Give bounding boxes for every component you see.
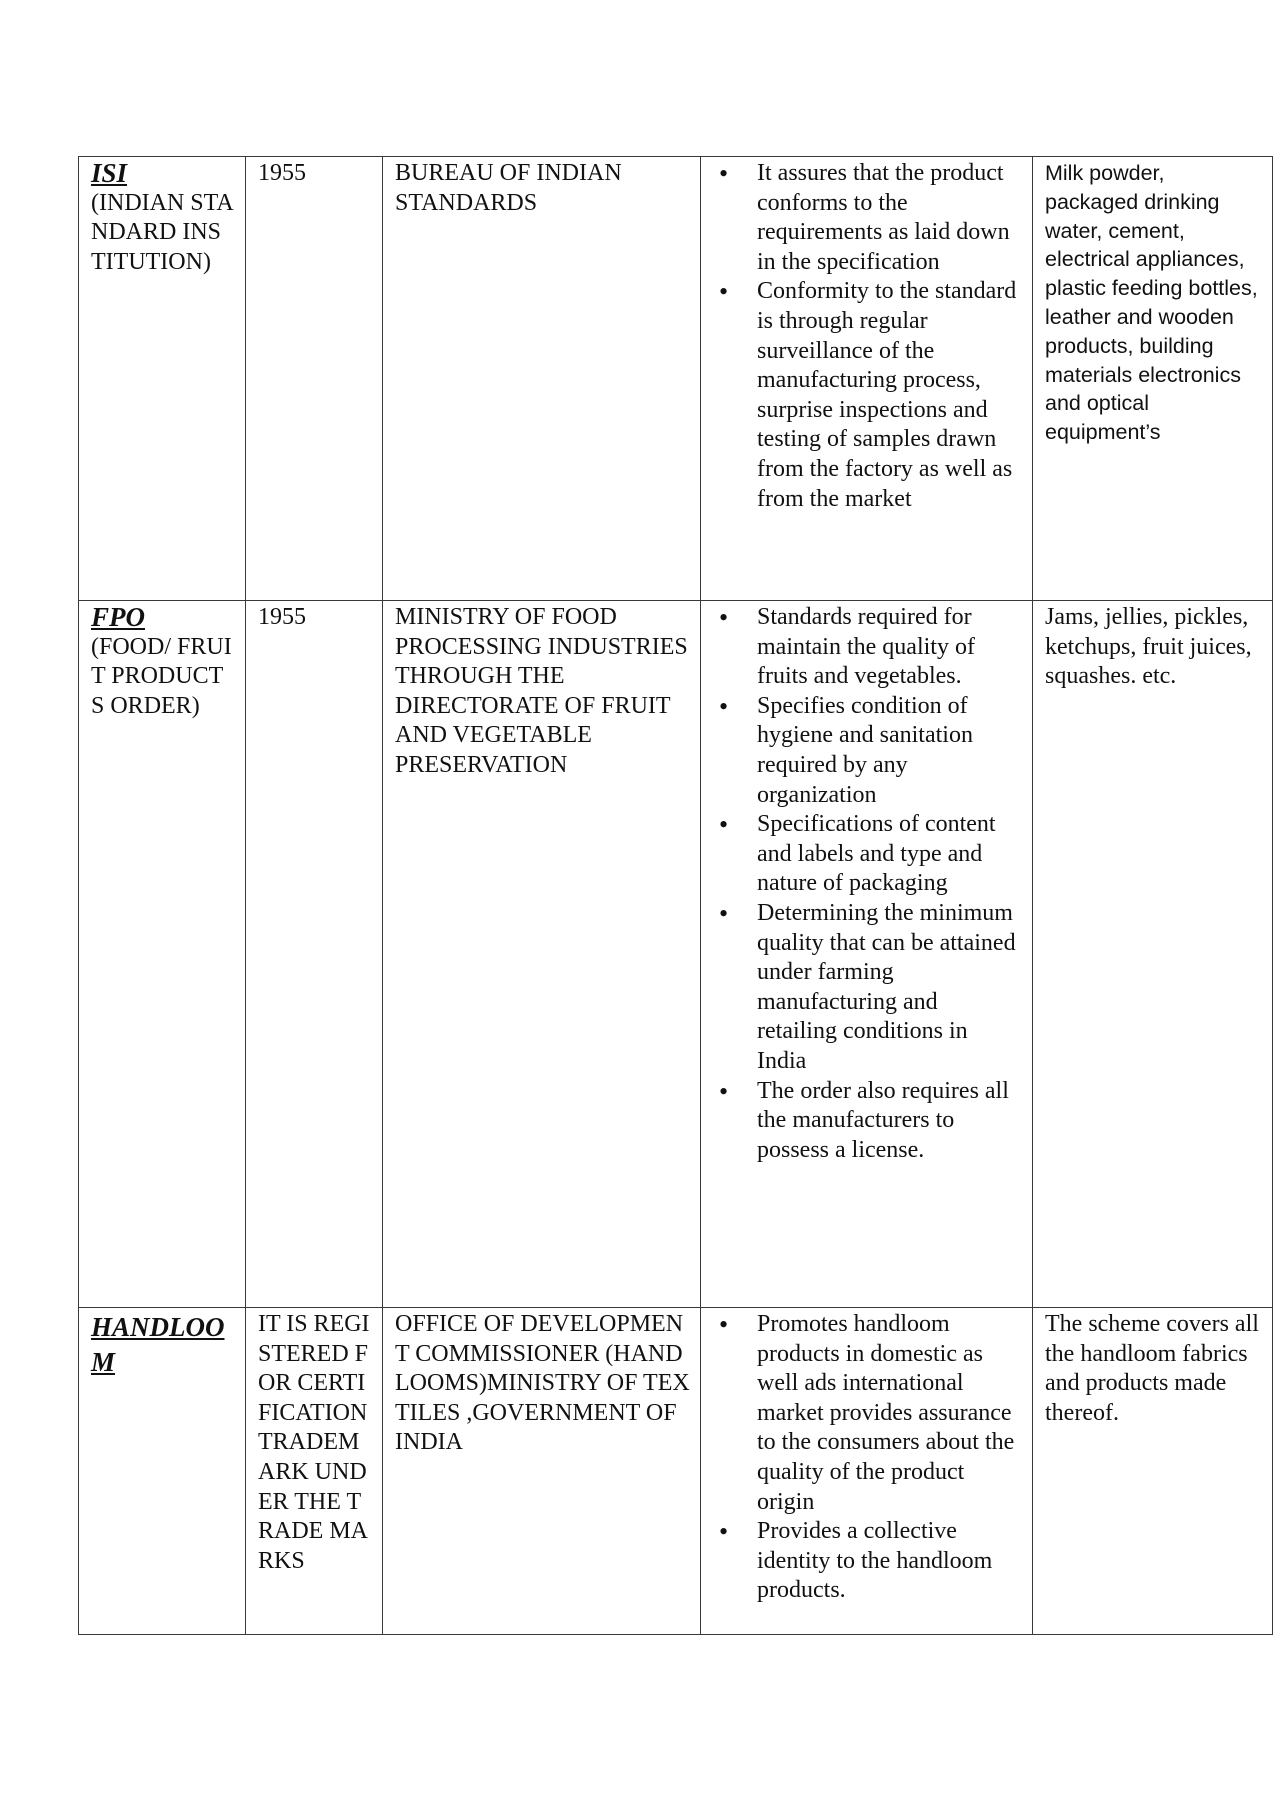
products-cell (1033, 1308, 1273, 1635)
features-cell (701, 157, 1033, 601)
table-row (79, 157, 1273, 601)
feature-item: • Conformity to the standard is through regular surveillance of the manufacturing process, surprise inspections and testing of samples drawn from the factory as well as from the market (757, 277, 1022, 514)
feature-item: • It assures that the product conforms to the requirements as laid down in the specification (757, 159, 1022, 277)
authority-cell (383, 1308, 701, 1635)
authority-text: OFFICE OF DEVELOPMENT COMMISSIONER (HANDLOOMS)MINISTRY OF TEXTILES ,GOVERNMENT OF INDIA (395, 1311, 690, 1456)
mark-name-cell (79, 157, 246, 601)
year-cell (246, 1308, 383, 1635)
year-value: 1955 (258, 604, 306, 630)
mark-full-name: (FOOD/ FRUIT PRODUCTS ORDER) (91, 633, 232, 719)
table-row (79, 601, 1273, 1308)
feature-item: • The order also requires all the manufacturers to possess a license. (757, 1077, 1022, 1166)
feature-item: • Determining the minimum quality that can be attained under farming manufacturing and retailing conditions in India (757, 899, 1022, 1077)
mark-full-name: (INDIAN STANDARD INSTITUTION) (91, 189, 234, 275)
mark-code: FPO (91, 602, 145, 632)
features-list (713, 1310, 1022, 1606)
authority-text: MINISTRY OF FOOD PROCESSING INDUSTRIES THROUGH THE DIRECTORATE OF FRUIT AND VEGETABLE PRESERVATION (395, 604, 688, 778)
features-list (713, 159, 1022, 514)
features-cell (701, 601, 1033, 1308)
feature-item: • Promotes handloom products in domestic as well ads international market provides assurance to the consumers about the quality of the product origin (757, 1310, 1022, 1517)
mark-name-cell (79, 1308, 246, 1635)
features-cell (701, 1308, 1033, 1635)
products-text: Jams, jellies, pickles, ketchups, fruit juices, squashes. etc. (1045, 604, 1252, 690)
year-cell (246, 157, 383, 601)
products-cell (1033, 601, 1273, 1308)
feature-item: • Provides a collective identity to the handloom products. (757, 1517, 1022, 1606)
products-cell (1033, 157, 1273, 601)
mark-code: ISI (91, 158, 128, 188)
mark-code: HANDLOOM (91, 1312, 225, 1377)
certification-marks-table (78, 156, 1273, 1635)
authority-cell (383, 601, 701, 1308)
mark-name-cell (79, 601, 246, 1308)
table-row (79, 1308, 1273, 1635)
year-value: 1955 (258, 160, 306, 186)
features-list (713, 603, 1022, 1165)
feature-item: • Standards required for maintain the quality of fruits and vegetables. (757, 603, 1022, 692)
year-cell (246, 601, 383, 1308)
authority-cell (383, 157, 701, 601)
authority-text: BUREAU OF INDIAN STANDARDS (395, 160, 622, 216)
products-text: The scheme covers all the handloom fabrics and products made thereof. (1045, 1311, 1259, 1426)
feature-item: • Specifications of content and labels and type and nature of packaging (757, 810, 1022, 899)
products-text: Milk powder, packaged drinking water, cement, electrical appliances, plastic feeding bottles, leather and wooden products, building materials electronics and optical equipment’s (1045, 161, 1258, 445)
feature-item: • Specifies condition of hygiene and sanitation required by any organization (757, 692, 1022, 810)
registration-text: IT IS REGISTERED FOR CERTIFICATION TRADEMARK UNDER THE TRADE MARKS (258, 1311, 370, 1574)
